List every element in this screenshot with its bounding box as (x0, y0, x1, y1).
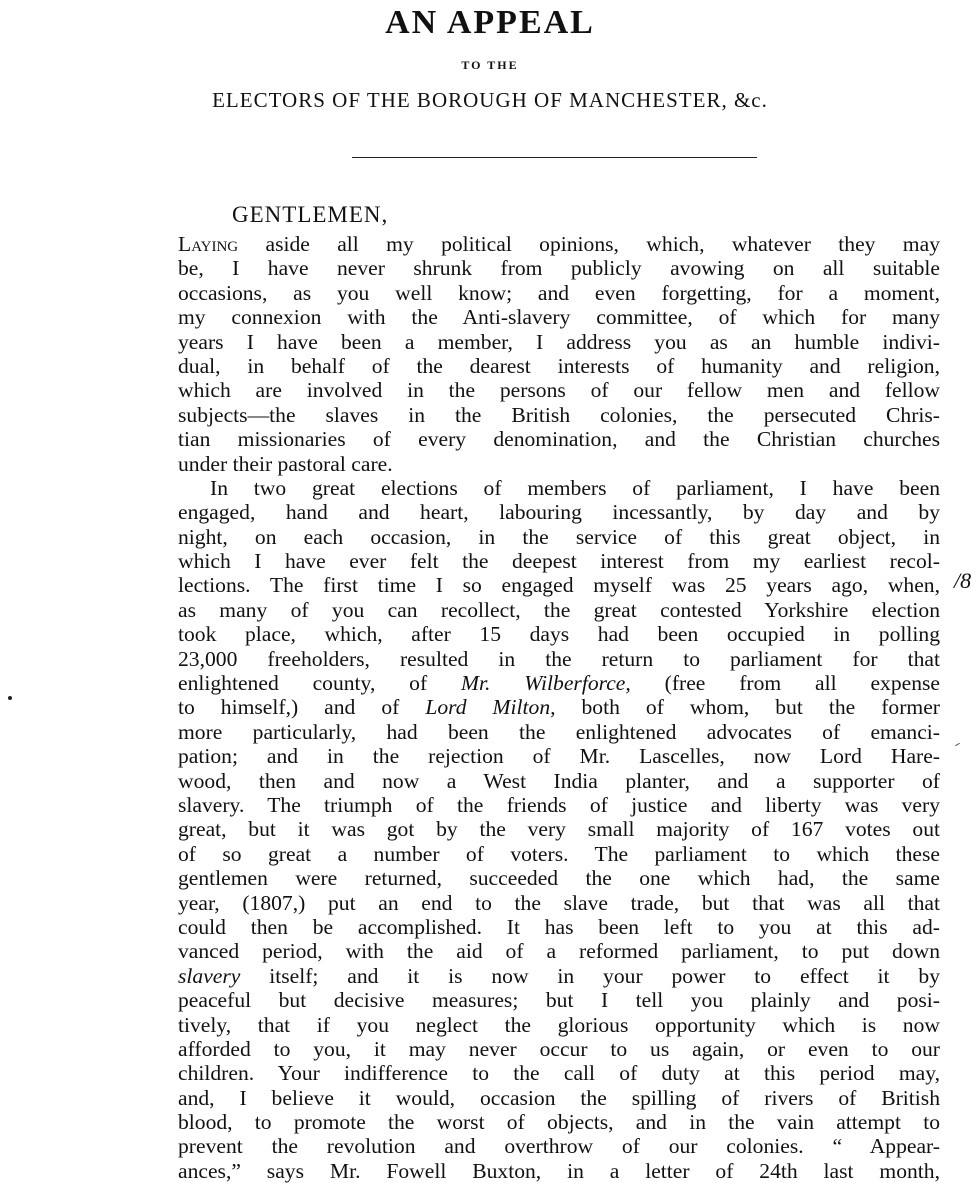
name-milton: Lord Milton, (425, 695, 556, 720)
text-line: under their pastoral care. (178, 451, 393, 476)
text-line: dual, in behalf of the dearest interests of humanity and religion, (178, 353, 940, 378)
margin-annotation: /8 (954, 568, 972, 593)
title-divider (352, 157, 757, 158)
line-fragment: aside all my political opinions, which, whatever they may (238, 232, 940, 256)
salutation: GENTLEMEN, (232, 202, 389, 227)
subtitle-to-the: TO THE (461, 58, 519, 72)
text-line: years I have been a member, I address you as an humble indivi- (178, 329, 940, 354)
document-title: AN APPEAL (385, 4, 595, 41)
text-line: my connexion with the Anti-slavery committee, of which for many (178, 305, 940, 330)
text-line: occasions, as you well know; and even forgetting, for a moment, (178, 280, 940, 305)
line-fragment: (free from all expense (630, 671, 940, 696)
text-line: which I have ever felt the deepest interest from my earliest recol- (178, 549, 940, 574)
text-line (178, 695, 940, 719)
line-fragment: enlightened county, of (178, 671, 462, 696)
text-line: engaged, hand and heart, labouring incessantly, by day and by (178, 500, 940, 525)
text-line: as many of you can recollect, the great contested Yorkshire election (178, 597, 940, 622)
text-line: could then be accomplished. It has been left to you at this ad- (178, 914, 940, 939)
ink-mark (955, 743, 960, 746)
text-line: lections. The first time I so engaged myself was 25 years ago, when, (178, 573, 940, 598)
text-line: tian missionaries of every denomination, and the Christian churches (178, 427, 940, 452)
italic-slavery: slavery (178, 963, 241, 988)
lead-word: Laying (178, 232, 239, 256)
text-line: more particularly, had been the enlightened advocates of emanci- (178, 719, 940, 744)
text-line: pation; and in the rejection of Mr. Lascelles, now Lord Hare- (178, 744, 940, 769)
line-fragment: itself; and it is now in your power to effect it by (240, 963, 940, 988)
text-line (178, 232, 940, 256)
text-line: blood, to promote the worst of objects, and in the vain attempt to (178, 1110, 940, 1135)
text-line: of so great a number of voters. The parliament to which these (178, 841, 940, 866)
text-line: afforded to you, it may never occur to us again, or even to our (178, 1036, 940, 1061)
text-line: be, I have never shrunk from publicly avowing on all suitable (178, 256, 940, 281)
text-line: vanced period, with the aid of a reformed parliament, to put down (178, 939, 940, 964)
text-line: prevent the revolution and overthrow of our colonies. “ Appear- (178, 1134, 940, 1159)
text-line: subjects—the slaves in the British colonies, the persecuted Chris- (178, 402, 940, 427)
text-line: tively, that if you neglect the glorious opportunity which is now (178, 1012, 940, 1037)
text-line: which are involved in the persons of our fellow men and fellow (178, 378, 940, 403)
line-fragment: to himself,) and of (178, 695, 426, 720)
body-text (178, 232, 940, 1183)
text-line: night, on each occasion, in the service of this great object, in (178, 524, 940, 549)
text-line: slavery. The triumph of the friends of justice and liberty was very (178, 792, 940, 817)
text-line: wood, then and now a West India planter, and a supporter of (178, 768, 940, 793)
text-line: took place, which, after 15 days had been occupied in polling (178, 622, 940, 647)
line-fragment: both of whom, but the former (555, 695, 940, 720)
text-line: In two great elections of members of parliament, I have been (210, 475, 940, 500)
text-line: and, I believe it would, occasion the spilling of rivers of British (178, 1085, 940, 1110)
subtitle-electors: ELECTORS OF THE BOROUGH OF MANCHESTER, &c. (212, 88, 768, 112)
ink-speck (8, 696, 12, 700)
text-line: gentlemen were returned, succeeded the one which had, the same (178, 866, 940, 891)
text-line: 23,000 freeholders, resulted in the return to parliament for that (178, 646, 940, 671)
text-line: children. Your indifference to the call of duty at this period may, (178, 1061, 940, 1086)
text-line: year, (1807,) put an end to the slave trade, but that was all that (178, 890, 940, 915)
text-line (178, 671, 940, 695)
text-line: peaceful but decisive measures; but I tell you plainly and posi- (178, 988, 940, 1013)
name-wilberforce: Mr. Wilberforce, (461, 671, 631, 696)
text-line: ances,” says Mr. Fowell Buxton, in a letter of 24th last month, (178, 1158, 940, 1183)
text-line (178, 964, 940, 988)
text-line: great, but it was got by the very small majority of 167 votes out (178, 817, 940, 842)
